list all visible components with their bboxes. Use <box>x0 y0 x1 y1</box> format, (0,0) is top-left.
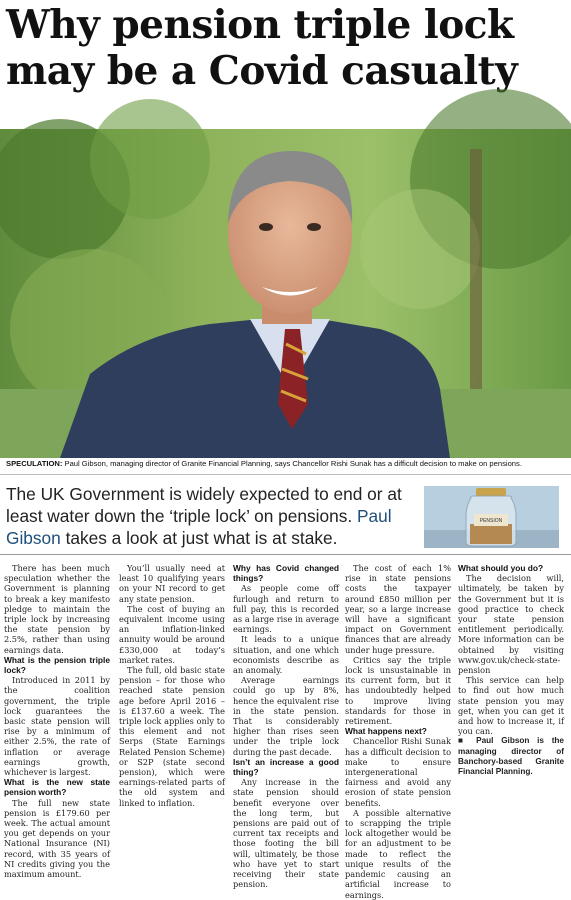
paragraph: The decision will, ultimately, be taken by the Government but it is good practice to check your state pension entitlement periodically. More information can be obtained by visiting www.gov.uk/check-state-pension <box>458 573 564 676</box>
jar-label: PENSION <box>479 518 503 524</box>
divider-top <box>0 474 571 475</box>
paragraph: As people come off furlough and return to full pay, this is recorded as a large rise in average earnings. <box>233 583 339 635</box>
standfirst-suffix: takes a look at just what is at stake. <box>60 528 338 548</box>
paragraph: The cost of buying an equivalent income using an inflation-linked annuity would be around £330,000 at today’s market rates. <box>119 603 225 665</box>
subheading: Isn’t an increase a good thing? <box>233 756 339 778</box>
paragraph: A possible alternative to scrapping the triple lock altogether would be for an adjustment to be made to reflect the unique results of the pandemic causing an artificial increase to earnings. <box>345 807 451 900</box>
paragraph: Any increase in the state pension should benefit everyone over the long term, but pensions are paid out of current tax receipts and those footing the bill will, ultimately, be those who have yet to start receiving their state pension. <box>233 777 339 890</box>
subheading: Why has Covid changed things? <box>233 563 339 584</box>
paragraph: It leads to a unique situation, and one which economists describe as an anomaly. <box>233 634 339 676</box>
savings-jar-thumbnail <box>424 486 559 548</box>
paragraph: This service can help to find out how much state pension you may get, when you can get it and how to increase it, if you can. <box>458 675 564 737</box>
article-column-2 <box>119 563 225 821</box>
subheading: What is the new state pension worth? <box>4 777 110 798</box>
subheading: What is the pension triple lock? <box>4 654 110 676</box>
paragraph: There has been much speculation whether the Government is planning to break a key manifesto pledge to maintain the triple lock by increasing the state pension by 2.5%, rather than using earnings data. <box>4 563 110 655</box>
photo-caption <box>6 458 566 470</box>
caption-label: SPECULATION: <box>6 459 63 468</box>
savings-jar-image <box>424 486 559 548</box>
standfirst-text: The UK Government is widely expected to end or at least water down the ‘triple lock’ on pensions. <box>6 484 402 526</box>
article-column-5 <box>458 563 564 821</box>
paragraph: Average earnings could go up by 8%, hence the equivalent rise in the state pension. That is considerably higher than rises seen under the triple lock during the past decade. <box>233 675 339 757</box>
paragraph: You’ll usually need at least 10 qualifying years on your NI record to get any state pension. <box>119 563 225 604</box>
headline: Why pension triple lock may be a Covid casualty <box>6 2 518 94</box>
subheading: What should you do? <box>458 563 544 573</box>
paragraph: Chancellor Rishi Sunak has a difficult decision to make to ensure intergenerational fairness and avoid any erosion of state pension benefits. <box>345 736 451 808</box>
caption-text: Paul Gibson, managing director of Granite Financial Planning, says Chancellor Rishi Sunak has a difficult decision to make on pensions. <box>62 459 522 468</box>
article-column-1 <box>4 563 110 880</box>
portrait-photo <box>0 129 571 458</box>
standfirst-author: Paul Gibson <box>6 506 392 548</box>
paragraph: Critics say the triple lock is unsustainable in its current form, but it has undoubtedly helped to improve living standards for those in retirement. <box>345 654 451 727</box>
paragraph: The cost of each 1% rise in state pensions costs the taxpayer around £850 million per year, so a large increase will have a significant impact on Government finances that are already under huge pressure. <box>345 563 451 655</box>
paragraph: Introduced in 2011 by the coalition government, the triple lock guarantees the basic state pension will rise by a minimum of either 2.5%, the rate of inflation or average earnings growth, whichever is largest. <box>4 675 110 778</box>
article-column-3 <box>233 563 339 890</box>
article-column-4 <box>345 563 451 900</box>
divider-mid <box>0 554 571 555</box>
paragraph: The full new state pension is £179.60 per week. The actual amount you get depends on your National Insurance (NI) record, with 35 years of NI credits giving you the maximum amount. <box>4 797 110 880</box>
subheading: What happens next? <box>345 726 427 737</box>
author-bio: ■ Paul Gibson is the managing director of Banchory-based Granite Financial Planning. <box>458 736 564 777</box>
portrait-photo-image <box>0 129 571 458</box>
paragraph: The full, old basic state pension – for those who reached state pension age before April 2016 – is £137.60 a week. The triple lock applies only to this element and not Serps (State Earnings Related Pension Scheme) or S2P (state second pension), which were earnings-related parts of the old system and linked to inflation. <box>119 665 225 808</box>
